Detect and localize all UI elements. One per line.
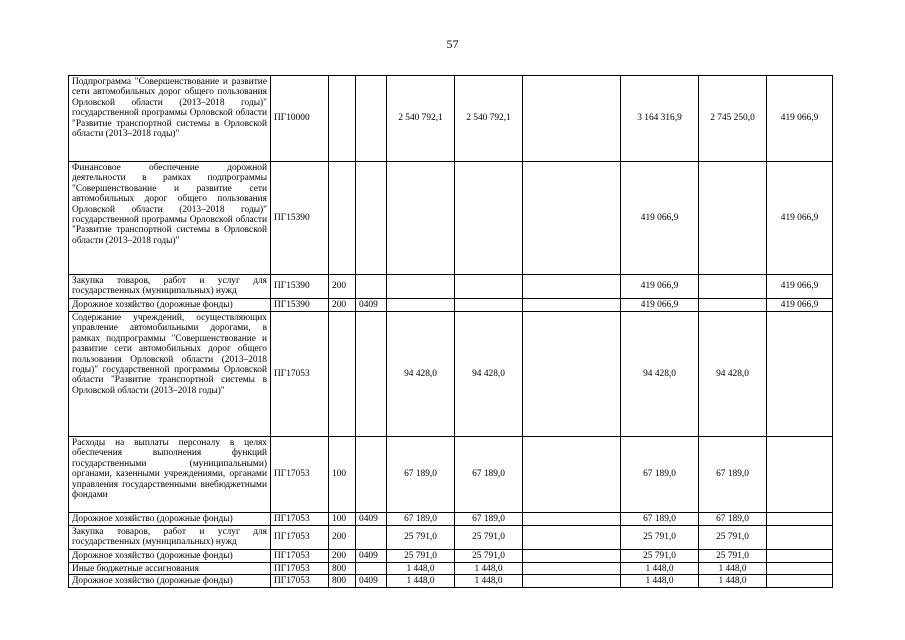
row-expense-type: 200: [329, 299, 356, 312]
row-section: [356, 275, 387, 299]
row-expense-type: 100: [329, 513, 356, 526]
row-value-5: [699, 275, 767, 299]
row-value-4: 419 066,9: [621, 162, 699, 275]
row-value-6: [767, 575, 833, 588]
page-number: 57: [446, 37, 459, 51]
row-target-code: ПГ15390: [271, 275, 329, 299]
row-name: Закупка товаров, работ и услуг для государственных (муниципальных) нужд: [69, 275, 271, 299]
row-value-1: [387, 299, 455, 312]
row-value-4: 25 791,0: [621, 550, 699, 563]
row-section: [356, 526, 387, 550]
row-value-3: [523, 275, 621, 299]
row-value-6: [767, 563, 833, 575]
row-value-2: [455, 162, 523, 275]
row-name: Финансовое обеспечение дорожной деятельности в рамках подпрограммы "Совершенствование и развитие сети автомобильных дорог общего пользования Орловской области (2013–2018 годы)" государственной программы Орловской области "Развитие транспортной системы в Орловской области (2013–2018 годы)": [69, 162, 271, 275]
row-expense-type: 100: [329, 437, 356, 513]
row-target-code: ПГ15390: [271, 299, 329, 312]
row-value-2: 67 189,0: [455, 513, 523, 526]
row-expense-type: 800: [329, 563, 356, 575]
row-value-1: 1 448,0: [387, 575, 455, 588]
row-value-3: [523, 437, 621, 513]
row-value-6: [767, 312, 833, 437]
table-row: [69, 275, 833, 299]
row-name: Дорожное хозяйство (дорожные фонды): [69, 299, 271, 312]
budget-table: [68, 75, 833, 588]
table-row: [69, 437, 833, 513]
row-value-6: [767, 526, 833, 550]
table-body: [69, 76, 833, 588]
row-value-1: 67 189,0: [387, 513, 455, 526]
row-value-3: [523, 550, 621, 563]
row-value-4: 1 448,0: [621, 563, 699, 575]
row-value-6: 419 066,9: [767, 299, 833, 312]
row-name: Иные бюджетные ассигнования: [69, 563, 271, 575]
row-target-code: ПГ17053: [271, 526, 329, 550]
row-value-4: 3 164 316,9: [621, 76, 699, 162]
row-value-4: 25 791,0: [621, 526, 699, 550]
row-name: Содержание учреждений, осуществляющих управление автомобильными дорогами, в рамках подпрограммы "Совершенствование и развитие сети автомобильных дорог общего пользования Орловской области (2013–2018 годы)" государственной программы Орловской области "Развитие транспортной системы в Орловской области (2013–2018 годы)": [69, 312, 271, 437]
row-expense-type: 200: [329, 526, 356, 550]
row-name: Подпрограмма "Совершенствование и развитие сети автомобильных дорог общего пользования Орловской области (2013–2018 годы)" государственной программы Орловской области "Развитие транспортной системы в Орловской области (2013–2018 годы)": [69, 76, 271, 162]
table-row: [69, 563, 833, 575]
row-target-code: ПГ15390: [271, 162, 329, 275]
row-section: 0409: [356, 513, 387, 526]
row-value-3: [523, 563, 621, 575]
row-expense-type: 200: [329, 275, 356, 299]
row-value-5: [699, 299, 767, 312]
table-row: [69, 162, 833, 275]
row-value-4: 419 066,9: [621, 299, 699, 312]
row-name: Расходы на выплаты персоналу в целях обеспечения выполнения функций государственными (муниципальными) органами, казенными учреждениями, органами управления государственными внебюджетными фондами: [69, 437, 271, 513]
row-name: Дорожное хозяйство (дорожные фонды): [69, 575, 271, 588]
row-name: Дорожное хозяйство (дорожные фонды): [69, 513, 271, 526]
row-expense-type: 200: [329, 550, 356, 563]
row-name: Закупка товаров, работ и услуг для государственных (муниципальных) нужд: [69, 526, 271, 550]
row-value-5: 25 791,0: [699, 550, 767, 563]
row-value-3: [523, 162, 621, 275]
row-value-4: 419 066,9: [621, 275, 699, 299]
row-target-code: ПГ17053: [271, 513, 329, 526]
table-row: [69, 299, 833, 312]
row-value-1: 2 540 792,1: [387, 76, 455, 162]
row-value-1: 1 448,0: [387, 563, 455, 575]
row-section: 0409: [356, 550, 387, 563]
row-target-code: ПГ10000: [271, 76, 329, 162]
table-row: [69, 312, 833, 437]
row-value-1: [387, 275, 455, 299]
row-expense-type: [329, 162, 356, 275]
row-value-2: 94 428,0: [455, 312, 523, 437]
row-value-3: [523, 76, 621, 162]
row-value-6: 419 066,9: [767, 162, 833, 275]
row-value-3: [523, 299, 621, 312]
row-value-2: 25 791,0: [455, 550, 523, 563]
row-value-1: 94 428,0: [387, 312, 455, 437]
row-value-1: 25 791,0: [387, 550, 455, 563]
row-value-4: 94 428,0: [621, 312, 699, 437]
row-value-5: [699, 162, 767, 275]
row-section: [356, 76, 387, 162]
row-target-code: ПГ17053: [271, 312, 329, 437]
row-value-5: 1 448,0: [699, 575, 767, 588]
row-section: [356, 437, 387, 513]
table-row: [69, 526, 833, 550]
row-value-4: 67 189,0: [621, 513, 699, 526]
row-expense-type: [329, 312, 356, 437]
row-target-code: ПГ17053: [271, 563, 329, 575]
row-value-1: [387, 162, 455, 275]
row-name: Дорожное хозяйство (дорожные фонды): [69, 550, 271, 563]
row-value-2: [455, 275, 523, 299]
row-value-2: 2 540 792,1: [455, 76, 523, 162]
row-value-5: 2 745 250,0: [699, 76, 767, 162]
row-value-6: 419 066,9: [767, 76, 833, 162]
row-section: [356, 162, 387, 275]
row-value-6: [767, 550, 833, 563]
row-value-4: 1 448,0: [621, 575, 699, 588]
row-value-5: 67 189,0: [699, 437, 767, 513]
row-value-2: 1 448,0: [455, 563, 523, 575]
row-value-6: [767, 513, 833, 526]
row-value-2: 25 791,0: [455, 526, 523, 550]
row-section: 0409: [356, 575, 387, 588]
table-row: [69, 76, 833, 162]
row-value-5: 1 448,0: [699, 563, 767, 575]
row-section: [356, 312, 387, 437]
table-row: [69, 550, 833, 563]
row-value-3: [523, 312, 621, 437]
row-value-2: 67 189,0: [455, 437, 523, 513]
row-value-2: [455, 299, 523, 312]
row-value-3: [523, 575, 621, 588]
row-expense-type: 800: [329, 575, 356, 588]
row-value-5: 94 428,0: [699, 312, 767, 437]
row-value-1: 25 791,0: [387, 526, 455, 550]
row-expense-type: [329, 76, 356, 162]
table-row: [69, 513, 833, 526]
row-value-3: [523, 526, 621, 550]
row-value-6: 419 066,9: [767, 275, 833, 299]
row-value-3: [523, 513, 621, 526]
row-value-1: 67 189,0: [387, 437, 455, 513]
row-target-code: ПГ17053: [271, 575, 329, 588]
row-value-5: 67 189,0: [699, 513, 767, 526]
row-section: 0409: [356, 299, 387, 312]
row-target-code: ПГ17053: [271, 550, 329, 563]
row-value-6: [767, 437, 833, 513]
row-value-2: 1 448,0: [455, 575, 523, 588]
row-target-code: ПГ17053: [271, 437, 329, 513]
row-value-4: 67 189,0: [621, 437, 699, 513]
table-row: [69, 575, 833, 588]
row-value-5: 25 791,0: [699, 526, 767, 550]
row-section: [356, 563, 387, 575]
